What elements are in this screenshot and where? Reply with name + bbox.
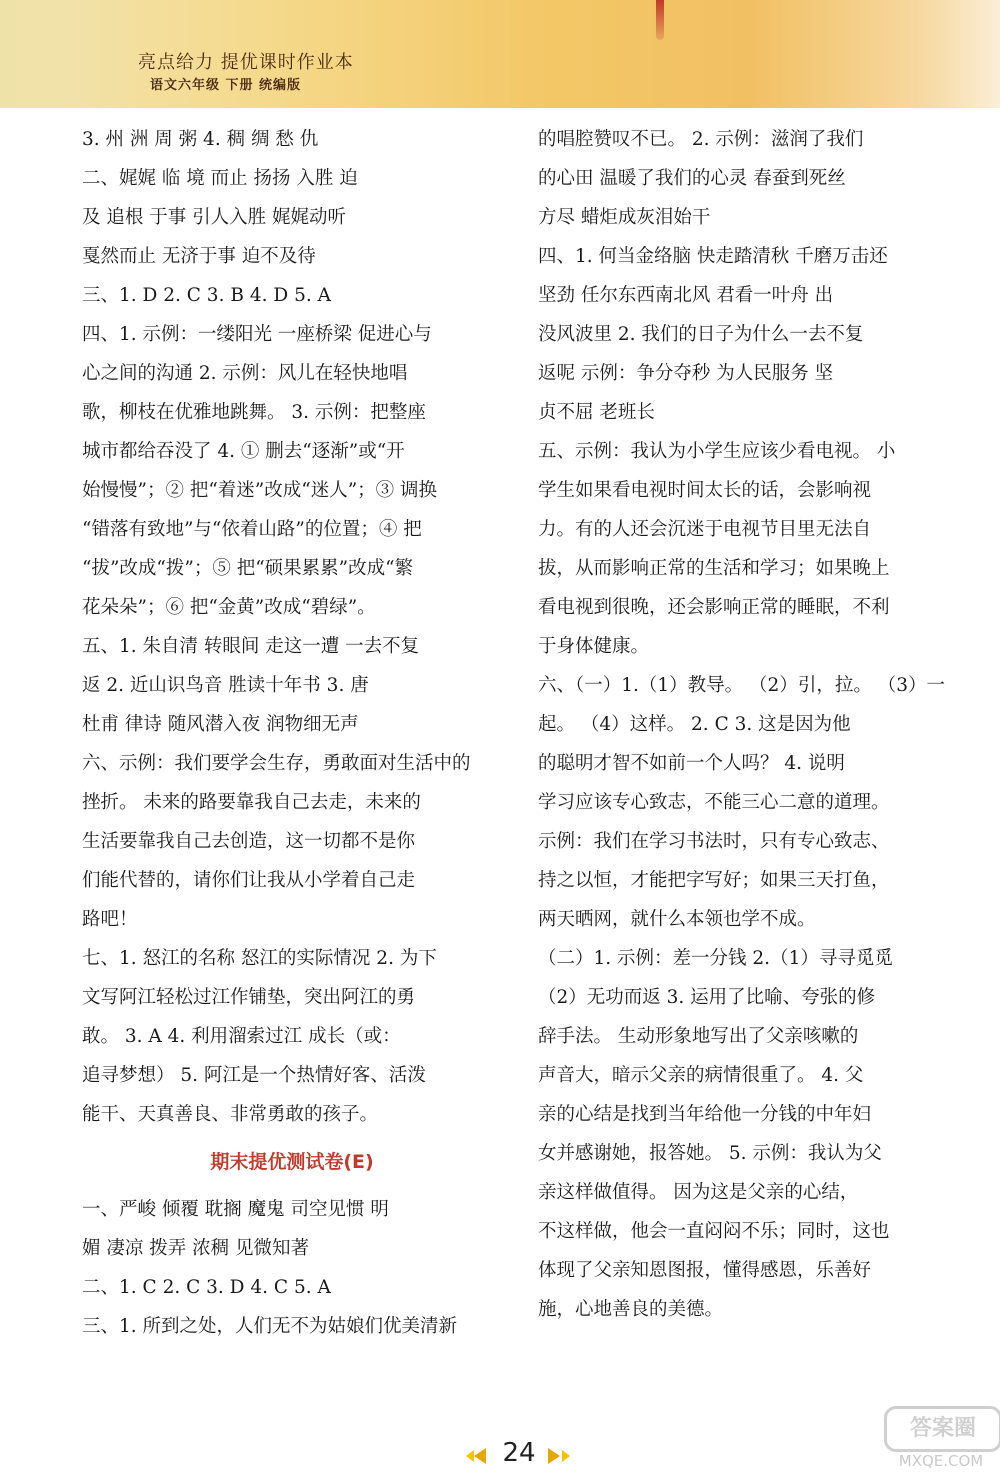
answer-line: 拔，从而影响正常的生活和学习；如果晚上 xyxy=(538,558,890,579)
arrow-right-icon xyxy=(548,1448,560,1464)
answer-line: （二）1. 示例：差一分钱 2.（1）寻寻觅觅 xyxy=(538,948,893,969)
answer-line: 坚劲 任尔东西南北风 君看一叶舟 出 xyxy=(538,285,834,306)
answer-line: 二、1. C 2. C 3. D 4. C 5. A xyxy=(82,1277,331,1298)
arrow-right-icon xyxy=(562,1450,570,1462)
answer-line: 看电视到很晚，还会影响正常的睡眠，不利 xyxy=(538,597,890,618)
answer-line: 方尽 蜡炬成灰泪始干 xyxy=(538,207,711,228)
answer-line: 一、严峻 倾覆 耽搁 魔鬼 司空见惯 明 xyxy=(82,1199,389,1220)
answer-line: 媚 凄凉 拨弄 浓稠 见微知著 xyxy=(82,1238,310,1259)
answer-line: 学生如果看电视时间太长的话，会影响视 xyxy=(538,480,872,501)
watermark-url: MXQE.COM xyxy=(898,1452,984,1470)
right-column xyxy=(538,120,950,1329)
answer-line: 五、示例：我认为小学生应该少看电视。 小 xyxy=(538,441,896,462)
section-title: 期末提优测试卷(E) xyxy=(210,1151,374,1173)
answer-line: 示例：我们在学习书法时，只有专心致志、 xyxy=(538,831,890,852)
answer-line: 3. 州 洲 周 粥 4. 稠 绸 愁 仇 xyxy=(82,129,319,150)
answer-line: 挫折。 未来的路要靠我自己去走，未来的 xyxy=(82,792,421,813)
answer-line: 们能代替的，请你们让我从小学着自己走 xyxy=(82,870,416,891)
answer-line: 的心田 温暖了我们的心灵 春蚕到死丝 xyxy=(538,168,846,189)
answer-line: 学习应该专心致志，不能三心二意的道理。 xyxy=(538,792,890,813)
answer-line: 杜甫 律诗 随风潜入夜 润物细无声 xyxy=(82,714,359,735)
answer-line: 心之间的沟通 2. 示例：风儿在轻快地唱 xyxy=(82,363,408,384)
answer-line: 四、1. 示例：一缕阳光 一座桥梁 促进心与 xyxy=(82,324,432,345)
answer-line: 五、1. 朱自清 转眼间 走这一遭 一去不复 xyxy=(82,636,420,657)
answer-line: 亲的心结是找到当年给他一分钱的中年妇 xyxy=(538,1104,872,1125)
answer-line: 文写阿江轻松过江作铺垫，突出阿江的勇 xyxy=(82,987,416,1008)
answer-line: 亲这样做值得。 因为这是父亲的心结， xyxy=(538,1182,859,1203)
answer-line: 三、1. 所到之处，人们无不为姑娘们优美清新 xyxy=(82,1316,458,1337)
answer-line: 的聪明才智不如前一个人吗？ 4. 说明 xyxy=(538,753,845,774)
answer-line: 戛然而止 无济于事 迫不及待 xyxy=(82,246,316,267)
answer-line: 四、1. 何当金络脑 快走踏清秋 千磨万击还 xyxy=(538,246,888,267)
answer-line: 能干、天真善良、非常勇敢的孩子。 xyxy=(82,1104,379,1125)
answer-line: 歌，柳枝在优雅地跳舞。 3. 示例：把整座 xyxy=(82,402,426,423)
answer-line: 女并感谢她，报答她。 5. 示例：我认为父 xyxy=(538,1143,882,1164)
answer-line: 敢。 3. A 4. 利用溜索过江 成长（或： xyxy=(82,1026,401,1047)
answer-line: 花朵朵”；⑥ 把“金黄”改成“碧绿”。 xyxy=(82,597,376,618)
answer-line: “拔”改成“拨”；⑤ 把“硕果累累”改成“繁 xyxy=(82,558,414,579)
answer-line: 贞不屈 老班长 xyxy=(538,402,655,423)
answer-line: 六、（一）1.（1）教导。 （2）引，拉。 （3）一 xyxy=(538,675,945,696)
answer-line: 七、1. 怒江的名称 怒江的实际情况 2. 为下 xyxy=(82,948,437,969)
arrow-left-icon xyxy=(466,1450,474,1462)
answer-line: 体现了父亲知恩图报，懂得感恩，乐善好 xyxy=(538,1260,872,1281)
answer-line: 及 追根 于事 引人入胜 娓娓动听 xyxy=(82,207,347,228)
answer-line: 始慢慢”；② 把“着迷”改成“迷人”；③ 调换 xyxy=(82,480,438,501)
page-footer xyxy=(0,1440,1000,1475)
left-column xyxy=(82,120,502,1346)
answer-line: 两天晒网，就什么本领也学不成。 xyxy=(538,909,816,930)
answer-line: 返 2. 近山识鸟音 胜读十年书 3. 唐 xyxy=(82,675,369,696)
answer-line: 六、示例：我们要学会生存，勇敢面对生活中的 xyxy=(82,753,471,774)
answer-line: 追寻梦想） 5. 阿江是一个热情好客、活泼 xyxy=(82,1065,426,1086)
page-number: 24 xyxy=(502,1438,536,1468)
answer-line: 声音大，暗示父亲的病情很重了。 4. 父 xyxy=(538,1065,864,1086)
answer-line: 不这样做，他会一直闷闷不乐；同时，这也 xyxy=(538,1221,890,1242)
page-header xyxy=(0,0,1000,108)
answer-line: 城市都给吞没了 4. ① 删去“逐渐”或“开 xyxy=(82,441,405,462)
answer-line: 起。 （4）这样。 2. C 3. 这是因为他 xyxy=(538,714,851,735)
book-subtitle: 语文六年级 下册 统编版 xyxy=(150,78,302,93)
watermark-text: 答案圈 xyxy=(884,1406,1000,1452)
header-tint xyxy=(0,0,130,108)
answer-line: “错落有致地”与“依着山路”的位置；④ 把 xyxy=(82,519,422,540)
answer-line: 三、1. D 2. C 3. B 4. D 5. A xyxy=(82,285,331,306)
header-decoration xyxy=(656,0,664,40)
answer-line: 二、娓娓 临 境 而止 扬扬 入胜 迫 xyxy=(82,168,358,189)
answer-line: 于身体健康。 xyxy=(538,636,650,657)
book-title: 亮点给力 提优课时作业本 xyxy=(138,52,354,73)
answer-line: 施，心地善良的美德。 xyxy=(538,1299,724,1320)
arrow-left-icon xyxy=(474,1448,486,1464)
answer-line: 的唱腔赞叹不已。 2. 示例：滋润了我们 xyxy=(538,129,864,150)
answer-line: 路吧！ xyxy=(82,909,138,930)
watermark-logo xyxy=(878,1406,1000,1472)
answer-line: 返呢 示例：争分夺秒 为人民服务 坚 xyxy=(538,363,834,384)
answer-line: （2）无功而返 3. 运用了比喻、夸张的修 xyxy=(538,987,876,1008)
answer-line: 持之以恒，才能把字写好；如果三天打鱼， xyxy=(538,870,890,891)
answer-line: 没风波里 2. 我们的日子为什么一去不复 xyxy=(538,324,864,345)
answer-line: 生活要靠我自己去创造，这一切都不是你 xyxy=(82,831,416,852)
answer-line: 辞手法。 生动形象地写出了父亲咳嗽的 xyxy=(538,1026,859,1047)
answer-line: 力。有的人还会沉迷于电视节目里无法自 xyxy=(538,519,872,540)
